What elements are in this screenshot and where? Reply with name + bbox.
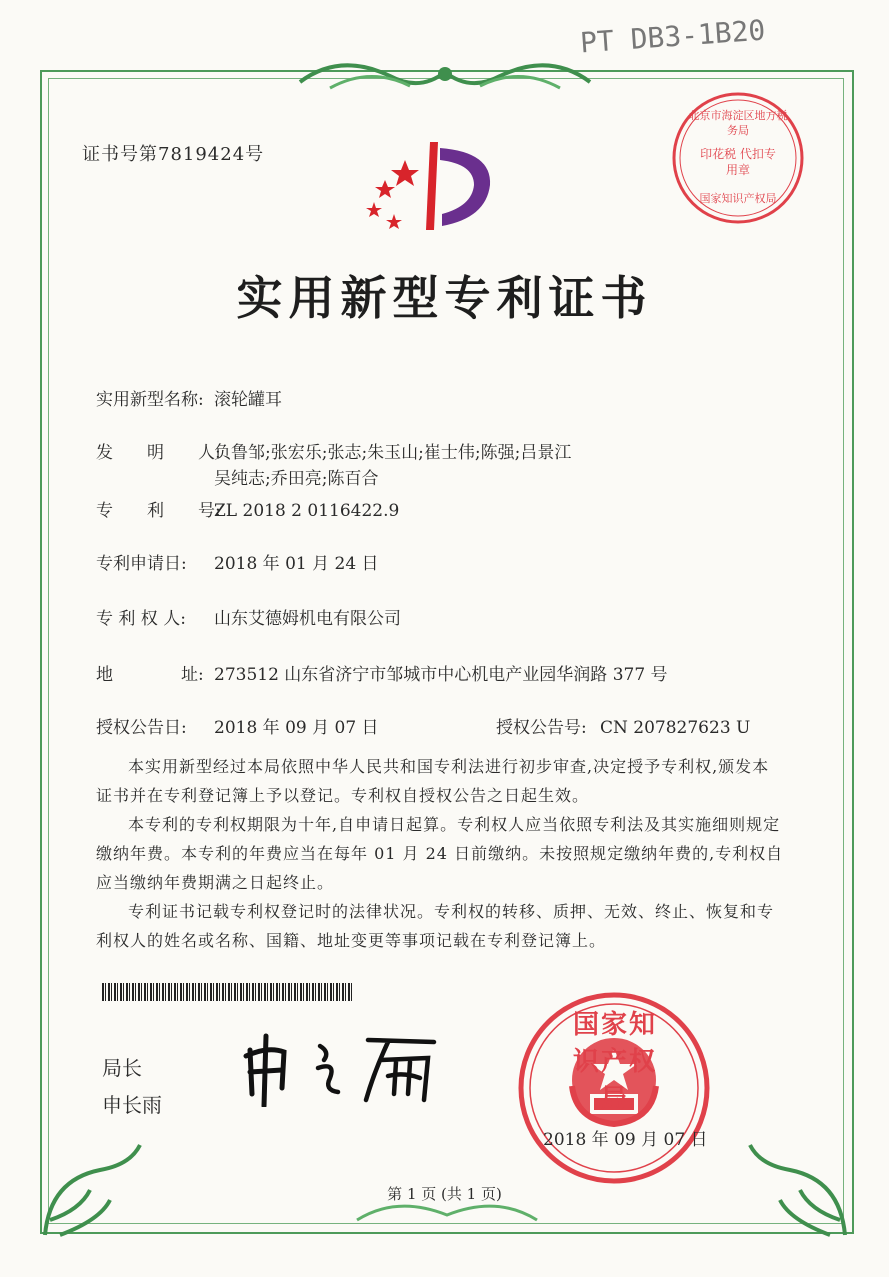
field-address [96, 660, 668, 685]
field-label: 地 址: [96, 665, 204, 685]
certificate-title: 实用新型专利证书 [236, 271, 653, 325]
field-value: 山东艾德姆机电有限公司 [214, 609, 401, 629]
seal-text: 国家知识产权局 [572, 1010, 657, 1114]
seal-date: 2018 年 09 月 07 日 [543, 1130, 708, 1150]
page-footer: 第 1 页 (共 1 页) [387, 1185, 502, 1203]
director-signature [238, 1032, 448, 1107]
top-ornament [290, 52, 600, 98]
paragraph-2: 本专利的专利权期限为十年,自申请日起算。专利权人应当依照专利法及其实施细则规定缴纳年费。本专利的年费应当在每年 01 月 24 日前缴纳。未按照规定缴纳年费的,专利权自应当缴纳年费期满之日起终止。 [96, 815, 784, 892]
field-value: 负鲁邹;张宏乐;张志;朱玉山;崔士伟;陈强;吕景江 [214, 443, 572, 463]
field-value: ZL 2018 2 0116422.9 [214, 501, 400, 521]
field-label: 专利申请日: [96, 554, 187, 574]
tax-stamp-bottom-text: 国家知识产权局 [699, 192, 777, 205]
handwritten-note: PT DB3-1B20 [579, 13, 767, 60]
field-label: 发 明 人: [96, 443, 221, 463]
field-label: 授权公告号: [496, 718, 587, 738]
field-value: 2018 年 01 月 24 日 [214, 554, 379, 574]
patent-office-logo-icon [360, 140, 495, 235]
field-grant-number [496, 713, 750, 738]
paragraph-1: 本实用新型经过本局依照中华人民共和国专利法进行初步审查,决定授予专利权,颁发本证书并在专利登记簿上予以登记。专利权自授权公告之日起生效。 [96, 757, 770, 805]
field-label: 专 利 号: [96, 501, 221, 521]
field-inventors [96, 438, 571, 463]
director-name: 申长雨 [102, 1093, 162, 1117]
field-value: 滚轮罐耳 [214, 390, 282, 410]
field-value: 273512 山东省济宁市邹城市中心机电产业园华润路 377 号 [214, 665, 668, 685]
tax-stamp-outer-text: 北京市海淀区地方税务局 [688, 109, 788, 137]
field-label: 授权公告日: [96, 718, 187, 738]
director-title: 局长 [102, 1056, 142, 1080]
field-label: 专 利 权 人: [96, 609, 186, 629]
field-inventors-line2: 吴纯志;乔田亮;陈百合 [214, 469, 379, 489]
field-filing-date [96, 549, 379, 574]
field-patent-number [96, 496, 399, 521]
field-value: 2018 年 09 月 07 日 [214, 718, 379, 738]
paragraph-3: 专利证书记载专利权登记时的法律状况。专利权的转移、质押、无效、终止、恢复和专利权人的姓名或名称、国籍、地址变更等事项记载在专利登记簿上。 [96, 902, 775, 950]
field-label: 实用新型名称: [96, 390, 204, 410]
field-value: CN 207827623 U [600, 718, 751, 738]
field-grant-date [96, 713, 379, 738]
tax-stamp-inner-text: 印花税 代扣专用章 [700, 147, 776, 177]
certificate-number: 证书号第7819424号 [82, 144, 265, 165]
field-patentee [96, 604, 401, 629]
field-utility-model-name [96, 385, 282, 410]
barcode [102, 983, 354, 1001]
